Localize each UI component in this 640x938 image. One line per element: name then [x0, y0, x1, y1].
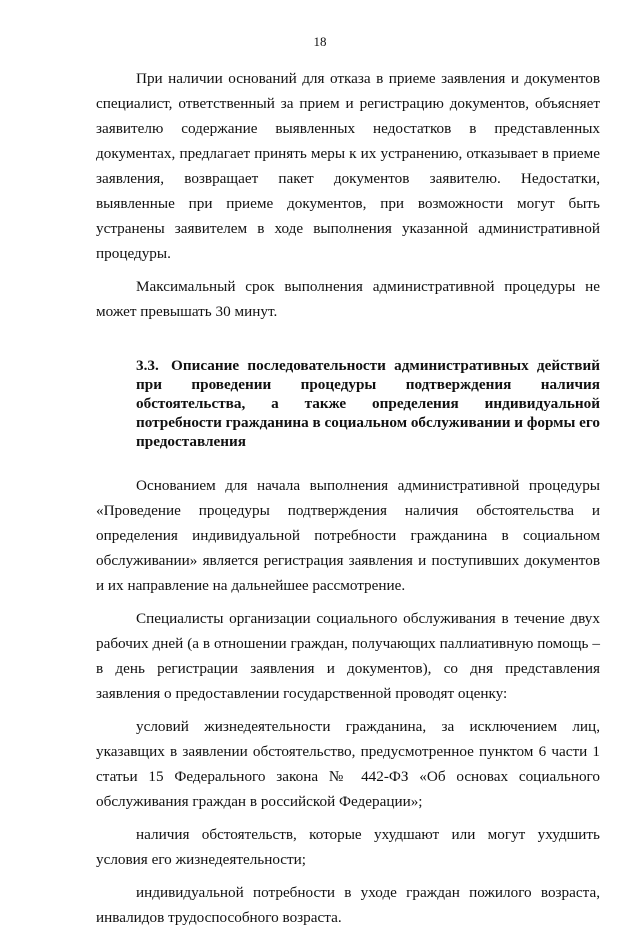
page-number: 18: [313, 34, 327, 49]
section-heading: [96, 356, 600, 451]
section-number: 3.3.: [136, 357, 159, 374]
section-title: Описание последовательности административных действий при проведении процедуры подтверждения наличия обстоятельства, а также определения индивидуальной потребности гражданина в социальном обслуживании и формы его предоставления: [136, 357, 601, 450]
paragraph-procedure-basis: Основанием для начала выполнения административной процедуры «Проведение процедуры подтверждения наличия обстоятельства и определения индивидуальной потребности гражданина в социальном обслуживании» является регистрация заявления и поступивших документов и их направление на дальнейшее рассмотрение.: [96, 477, 600, 594]
page-content: [96, 66, 600, 938]
paragraph-living-conditions: условий жизнедеятельности гражданина, за исключением лиц, указавщих в заявлении обстоятельство, предусмотренное пунктом 6 части 1 статьи 15 Федерального закона № 442-ФЗ «Об основах социального обслуживания граждан в российской Федерации»;: [96, 718, 600, 810]
paragraph-max-duration: Максимальный срок выполнения административной процедуры не может превышать 30 минут.: [96, 278, 600, 320]
paragraph-specialists-assessment: Специалисты организации социального обслуживания в течение двух рабочих дней (а в отношении граждан, получающих паллиативную помощь – в день регистрации заявления и документов), со дня представления заявления о предоставлении государственной проводят оценку:: [96, 610, 600, 702]
paragraph-care-needs: индивидуальной потребности в уходе граждан пожилого возраста, инвалидов трудоспособного возраста.: [96, 884, 600, 926]
paragraph-refusal-grounds: При наличии оснований для отказа в приеме заявления и документов специалист, ответственный за прием и регистрацию документов, объясняет заявителю содержание выявленных недостатков в представленных документах, предлагает принять меры к их устранению, отказывает в приеме заявления, возвращает пакет документов заявителю. Недостатки, выявленные при приеме документов, при возможности могут быть устранены заявителем в ходе выполнения указанной административной процедуры.: [96, 70, 600, 262]
paragraph-worsening-circumstances: наличия обстоятельств, которые ухудшают или могут ухудшить условия его жизнедеятельности;: [96, 826, 600, 868]
